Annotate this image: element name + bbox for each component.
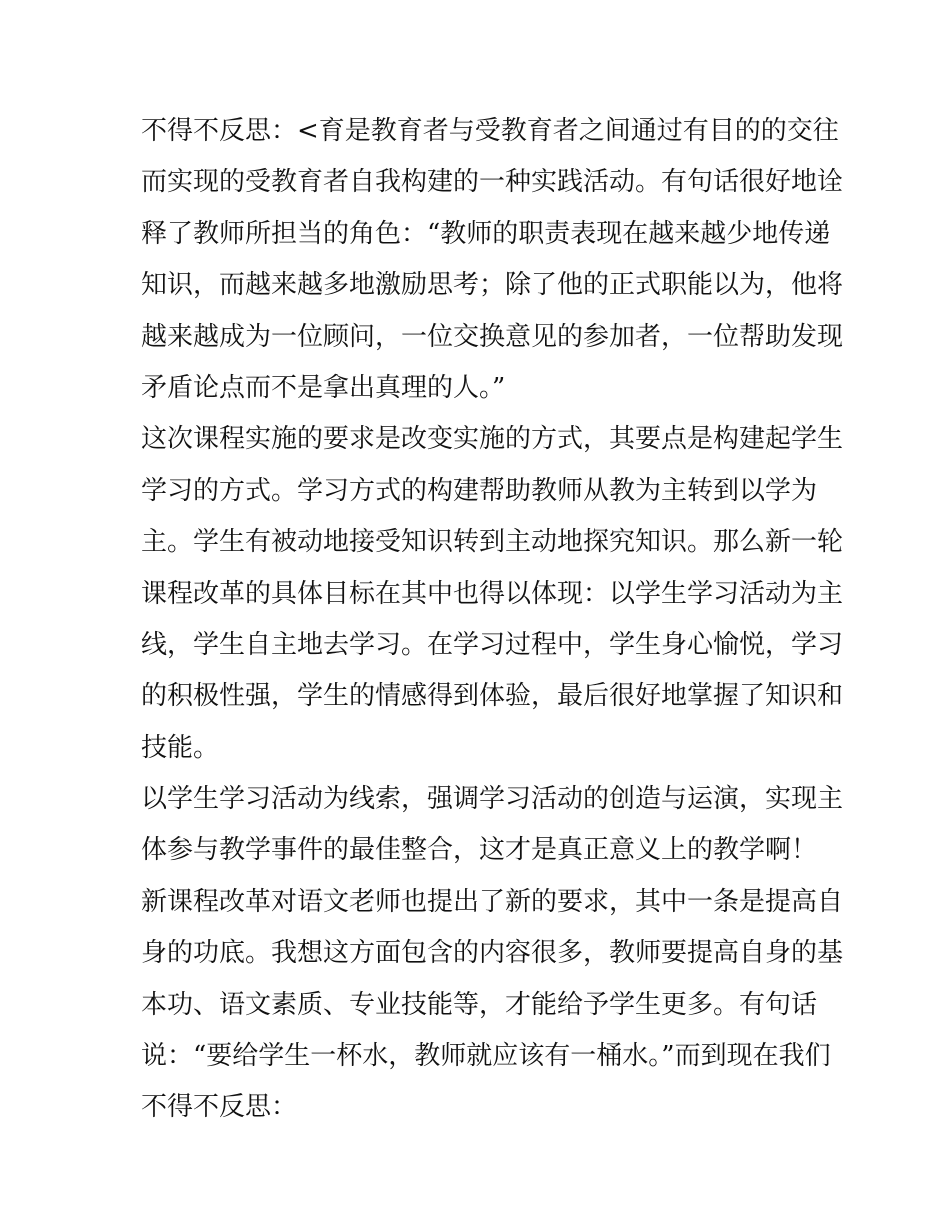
text-line: 学习的方式。学习方式的构建帮助教师从教为主转到以学为 — [141, 475, 818, 506]
text-line: 线，学生自主地去学习。在学习过程中，学生身心愉悦，学习 — [141, 629, 844, 660]
text-line: 知识，而越来越多地激励思考；除了他的正式职能以为，他将 — [141, 270, 844, 301]
text-line: 体参与教学事件的最佳整合，这才是真正意义上的教学啊！ — [141, 835, 818, 866]
text-line: 主。学生有被动地接受知识转到主动地探究知识。那么新一轮 — [141, 527, 844, 558]
text-line: 而实现的受教育者自我构建的一种实践活动。有句话很好地诠 — [141, 167, 844, 198]
document-body — [141, 106, 844, 1134]
text-line: 释了教师所担当的角色：“教师的职责表现在越来越少地传递 — [141, 218, 831, 249]
text-line: 身的功底。我想这方面包含的内容很多，教师要提高自身的基 — [141, 938, 844, 969]
text-line: 说：“要给学生一杯水，教师就应该有一桶水。”而到现在我们 — [141, 1041, 831, 1072]
text-line: 以学生学习活动为线索，强调学习活动的创造与运演，实现主 — [141, 784, 844, 815]
text-line: 矛盾论点而不是拿出真理的人。” — [141, 372, 506, 403]
text-line: 课程改革的具体目标在其中也得以体现：以学生学习活动为主 — [141, 578, 844, 609]
text-line: 不得不反思： — [141, 1092, 298, 1123]
text-line: 这次课程实施的要求是改变实施的方式，其要点是构建起学生 — [141, 424, 844, 455]
text-line: 不得不反思：<育是教育者与受教育者之间通过有目的的交往 — [141, 116, 839, 146]
text-line: 新课程改革对语文老师也提出了新的要求，其中一条是提高自 — [141, 886, 844, 917]
text-line: 越来越成为一位顾问，一位交换意见的参加者，一位帮助发现 — [141, 321, 844, 352]
text-line: 本功、语文素质、专业技能等，才能给予学生更多。有句话 — [141, 989, 818, 1020]
text-line: 技能。 — [141, 732, 220, 763]
text-line: 的积极性强，学生的情感得到体验，最后很好地掌握了知识和 — [141, 681, 844, 712]
